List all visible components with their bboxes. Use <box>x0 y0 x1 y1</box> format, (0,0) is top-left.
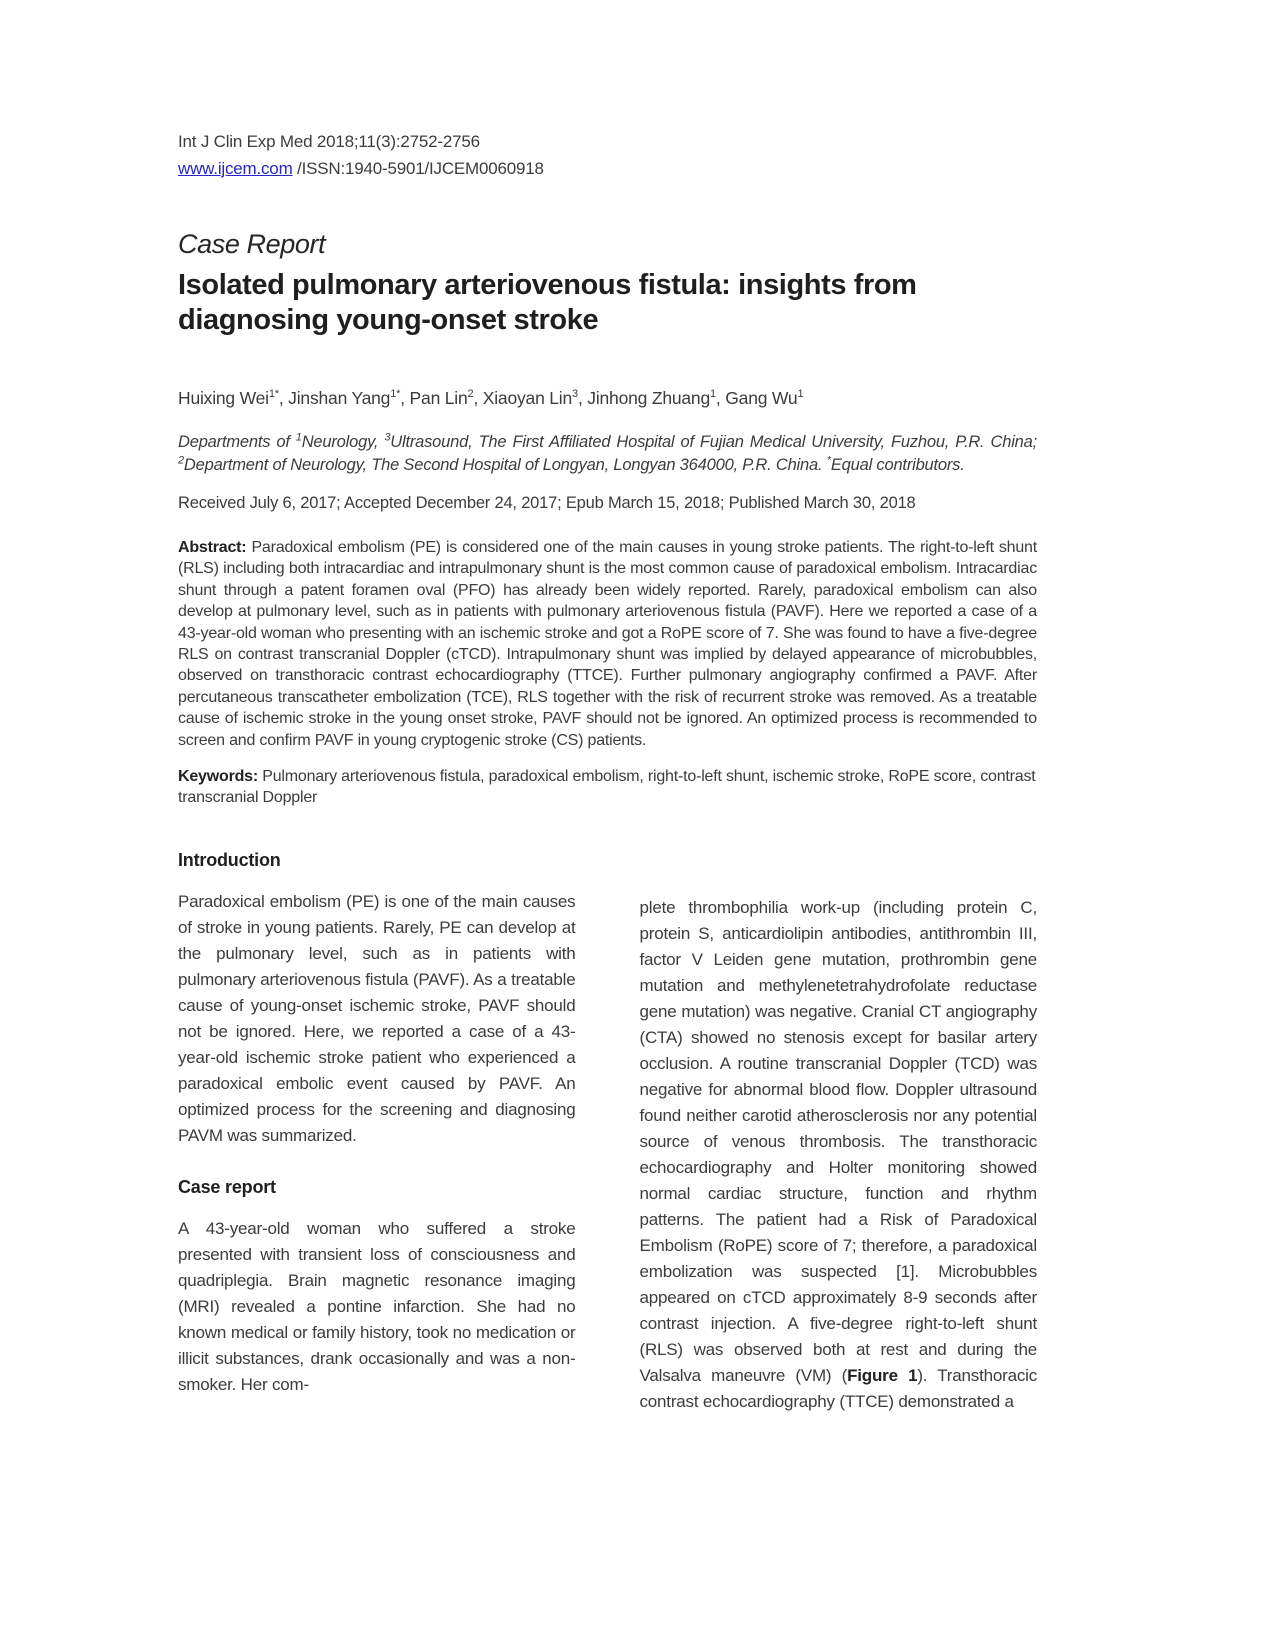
introduction-paragraph: Paradoxical embolism (PE) is one of the main causes of stroke in young patients. Rarely, PE can develop at the pulmonary level, such as in patients with pulmonary arteriovenous fistula (PAVF). As a treatable cause of young-onset ischemic stroke, PAVF should not be ignored. Here, we reported a case of a 43-year-old ischemic stroke patient who experienced a paradoxical embolic event caused by PAVF. An optimized process for the screening and diagnosing PAVM was summarized. <box>178 891 576 1145</box>
affiliation-mark: * <box>826 454 831 467</box>
abstract-label: Abstract: <box>178 539 247 556</box>
author-affiliation-mark: 3 <box>572 388 578 401</box>
author-name: , Jinhong Zhuang <box>577 388 710 408</box>
affiliation-text: Neurology, <box>301 433 385 451</box>
author-name: , Xiaoyan Lin <box>473 388 573 408</box>
dates-line: Received July 6, 2017; Accepted December 24, 2017; Epub March 15, 2018; Published March 30, 2018 <box>178 494 916 512</box>
title-block <box>178 229 1037 338</box>
affiliation-mark: 2 <box>178 454 184 467</box>
figure-1-reference: Figure 1 <box>847 1365 918 1385</box>
author-affiliation-mark: 2 <box>467 388 474 401</box>
journal-header <box>178 128 1037 182</box>
author-affiliation-mark: 1 <box>797 388 804 401</box>
affiliation-text: Department of Neurology, The Second Hospital of Longyan, Longyan 364000, P.R. China. <box>183 456 827 474</box>
author-name: , Gang Wu <box>715 388 798 408</box>
keywords-label: Keywords: <box>178 768 258 786</box>
keywords <box>178 766 1037 809</box>
affiliation-mark: 3 <box>384 431 391 444</box>
affiliation-mark: 1 <box>295 431 302 444</box>
affiliation-text: Equal contributors. <box>830 456 965 474</box>
case-report-continued-text: plete thrombophilia work-up (including protein C, protein S, anticardiolipin antibodies, antithrombin III, factor V Leiden gene mutation, prothrombin gene mutation and methylenetetrahydrofolate reductase gene mutation) was negative. Cranial CT angiography (CTA) showed no stenosis except for basilar artery occlusion. A routine transcranial Doppler (TCD) was negative for abnormal blood flow. Doppler ultrasound found neither carotid atherosclerosis nor any potential source of venous thrombosis. The transthoracic echocardiography and Holter monitoring showed normal cardiac structure, function and rhythm patterns. The patient had a Risk of Paradoxical Embolism (RoPE) score of 7; therefore, a paradoxical embolization was suspected [1]. Microbubbles appeared on cTCD approximately 8-9 seconds after contrast injection. A five-degree right-to-left shunt (RLS) was observed both at rest and during the Valsalva maneuvre (VM) ( <box>639 897 1037 1385</box>
abstract <box>178 537 1037 751</box>
abstract-text: Paradoxical embolism (PE) is considered one of the main causes in young stroke patients. The right-to-left shunt (RLS) including both intracardiac and intrapulmonary shunt is the most common cause of paradoxical embolism. Intracardiac shunt through a patent foramen oval (PFO) has already been widely reported. Rarely, paradoxical embolism can also develop at pulmonary level, such as in patients with pulmonary arteriovenous fistula (PAVF). Here we reported a case of a 43-year-old woman who presenting with an ischemic stroke and got a RoPE score of 7. She was found to have a five-degree RLS on contrast transcranial Doppler (cTCD). Intrapulmonary shunt was implied by delayed appearance of microbubbles, observed on transthoracic contrast echocardiography (TTCE). Further pulmonary angiography confirmed a PAVF. After percutaneous transcatheter embolization (TCE), RLS together with the risk of recurrent stroke was removed. As a treatable cause of ischemic stroke in the young onset stroke, PAVF should not be ignored. An optimized process is recommended to screen and confirm PAVF in young cryptogenic stroke (CS) patients. <box>178 539 1037 749</box>
journal-issn: /ISSN:1940-5901/IJCEM0060918 <box>292 159 544 178</box>
affiliations <box>178 431 1037 477</box>
right-column <box>640 849 1038 1415</box>
section-heading-case-report: Case report <box>178 1176 276 1197</box>
author-affiliation-mark: 1* <box>390 388 401 401</box>
body-columns <box>178 849 1037 1415</box>
journal-citation: Int J Clin Exp Med 2018;11(3):2752-2756 <box>178 132 480 151</box>
article-title: Isolated pulmonary arteriovenous fistula: insights from diagnosing young-onset stroke <box>178 269 917 336</box>
case-report-continued-text-end: ). Transthoracic contrast echocardiography (TTCE) demonstrated a <box>639 1365 1038 1411</box>
journal-link[interactable]: www.ijcem.com <box>178 159 293 178</box>
author-name: Huixing Wei <box>178 388 269 408</box>
author-list <box>178 388 1037 409</box>
affiliation-text: Ultrasound, The First Affiliated Hospital of Fujian Medical University, Fuzhou, P.R. China; <box>390 433 1038 451</box>
section-heading-introduction: Introduction <box>178 849 281 870</box>
case-report-continued-paragraph <box>640 895 1038 1415</box>
case-report-paragraph: A 43-year-old woman who suffered a stroke presented with transient loss of consciousness and quadriplegia. Brain magnetic resonance imaging (MRI) revealed a pontine infarction. She had no known medical or family history, took no medication or illicit substances, drank occasionally and was a non-smoker. Her com- <box>178 1218 576 1394</box>
author-affiliation-mark: 1* <box>268 388 279 401</box>
left-column <box>178 849 576 1415</box>
affiliation-text: Departments of <box>178 433 296 451</box>
article-type: Case Report <box>178 229 326 259</box>
keywords-text: Pulmonary arteriovenous fistula, paradoxical embolism, right-to-left shunt, ischemic stroke, RoPE score, contrast transcranial Doppler <box>178 768 1036 807</box>
author-name: , Jinshan Yang <box>278 388 391 408</box>
author-affiliation-mark: 1 <box>710 388 716 401</box>
author-name: , Pan Lin <box>400 388 468 408</box>
journal-url-line <box>178 155 1037 182</box>
